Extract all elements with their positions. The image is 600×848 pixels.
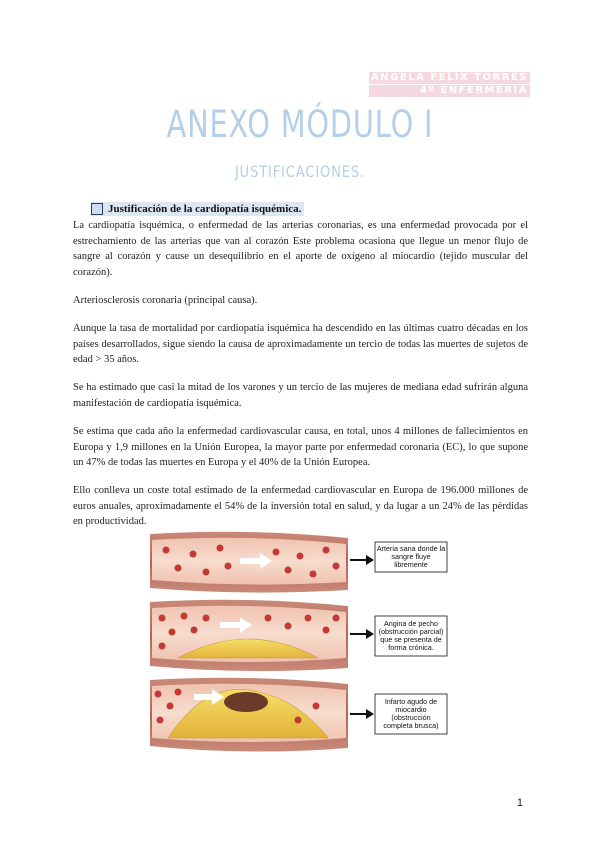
figure-label-line: forma crónica. [388, 643, 434, 652]
figure-label-line: Angina de pecho [384, 619, 438, 628]
section-heading-text: Justificación de la cardiopatía isquémica. [108, 203, 302, 215]
figure-label-line: (obstrucción [391, 713, 431, 722]
figure-label-line: Infarto agudo de [384, 697, 438, 706]
body-text [73, 218, 528, 543]
page-title: ANEXO MÓDULO I [166, 103, 434, 146]
checkbox-icon [91, 203, 103, 215]
figure-label-line: (obstrucción parcial) [378, 627, 444, 636]
author-header [369, 72, 530, 98]
artery-partial [150, 600, 348, 671]
paragraph: Se estima que cada año la enfermedad cardiovascular causa, en total, unos 4 millones de fallecimientos en Europa y 1,9 millones en la Unión Europea, la mayor parte por enfermedad coronaria (EC), lo que supone un 47% de todas las muertes en Europa y el 40% de la Unión Europea. [73, 425, 528, 469]
arrow-icon [350, 555, 374, 565]
paragraph: Ello conlleva un coste total estimado de la enfermedad cardiovascular en Europa de 196.000 millones de euros anuales, aproximadamente el 54% de la inversión total en salud, y da lugar a un 24% de las pérdidas en productividad. [73, 485, 528, 528]
paragraph: Se ha estimado que casi la mitad de los varones y un tercio de las mujeres de mediana edad sufrirán alguna manifestación de cardiopatía isquémica. [73, 382, 528, 409]
figure-label-line: miocardio [395, 705, 427, 714]
figure-label-line: Arteria sana donde la [376, 544, 446, 553]
figure-label-line: libremente [394, 560, 428, 569]
arrow-icon [350, 629, 374, 639]
artery-healthy [150, 532, 348, 593]
paragraph: Arteriosclerosis coronaria (principal causa). [73, 294, 258, 306]
figure-label-line: completa brusca) [383, 721, 439, 730]
artery-figure [148, 530, 448, 758]
section-heading [91, 202, 304, 216]
page-number: 1 [516, 797, 523, 809]
arrow-icon [350, 709, 374, 719]
figure-label-line: sangre fluye [391, 552, 431, 561]
figure-label-line: que se presenta de [380, 635, 442, 644]
paragraph: Aunque la tasa de mortalidad por cardiopatía isquémica ha descendido en las últimas cuatro décadas en los países desarrollados, sigue siendo la causa de aproximadamente un tercio de todas las muertes de sujetos de edad > 35 años. [73, 322, 528, 366]
artery-complete [150, 678, 348, 752]
paragraph: La cardiopatía isquémica, o enfermedad de las arterias coronarias, es una enfermedad provocada por el estrechamiento de las arterias que van al corazón Este problema ocasiona que llegue un menor flujo de sangre al corazón y cause un desequilibrio en el aporte de oxígeno al miocardio (tejido muscular del corazón). [73, 220, 528, 278]
page-subtitle: JUSTIFICACIONES. [234, 162, 366, 181]
author-name: ANGELA FELIX TORRES [371, 72, 528, 83]
author-course: 4º ENFERMERÍA [369, 85, 530, 97]
